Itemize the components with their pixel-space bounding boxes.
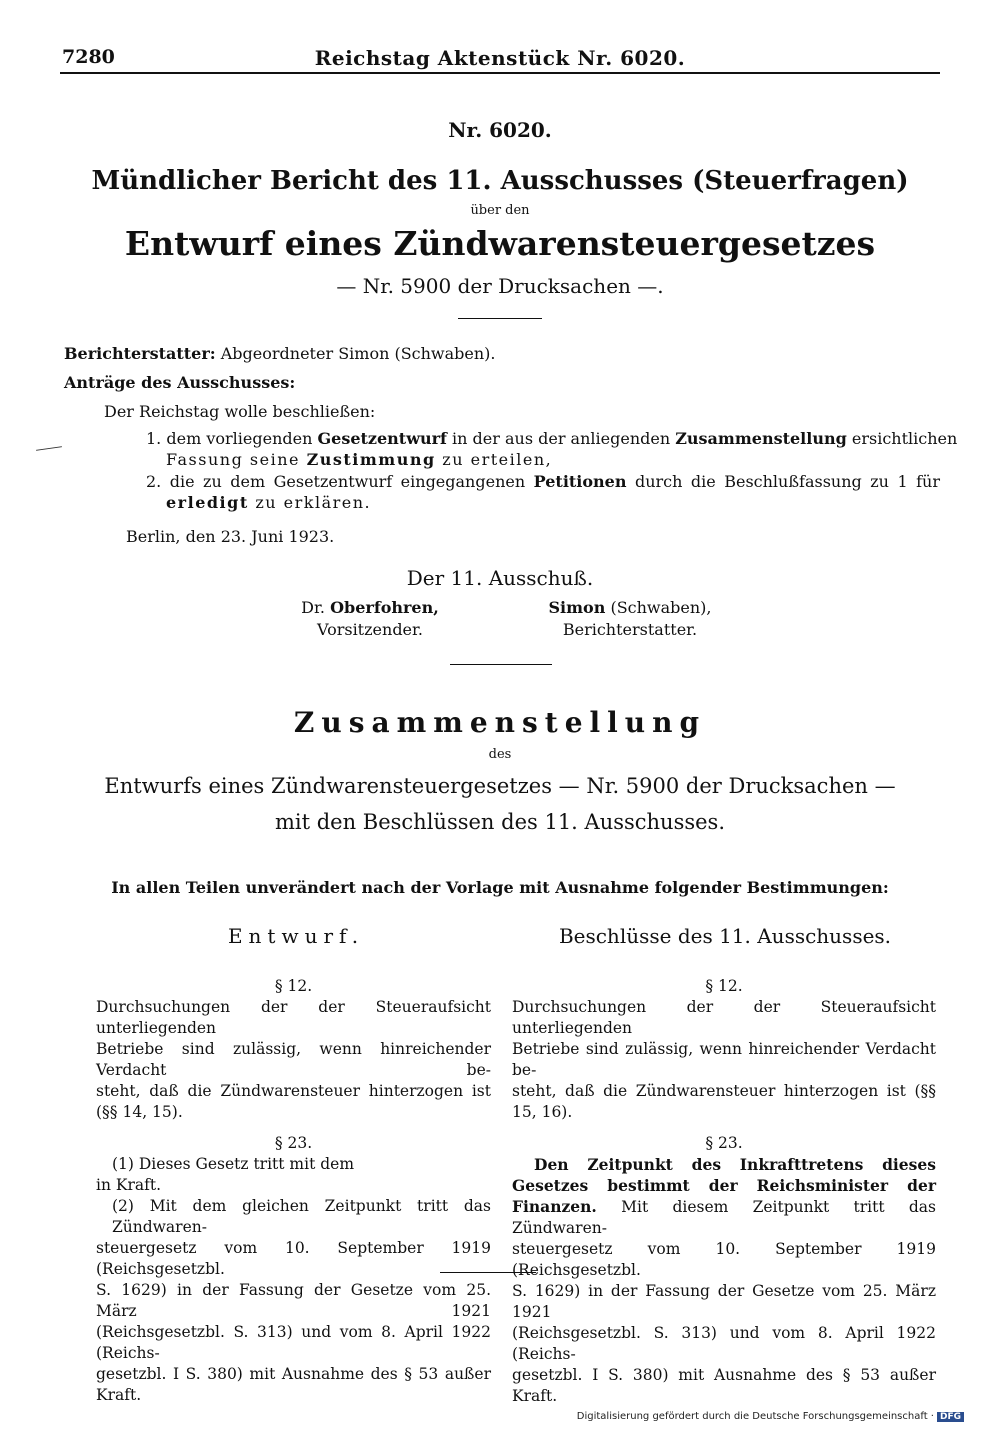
motions-intro: Der Reichstag wolle beschließen: bbox=[104, 402, 376, 421]
header-rule bbox=[60, 72, 940, 74]
text-line: Betriebe sind zulässig, wenn hinreichender Verdacht be- bbox=[512, 1040, 936, 1079]
signatory-role: Berichterstatter. bbox=[562, 620, 698, 639]
text-line: Durchsuchungen der der Steueraufsicht unterliegenden bbox=[512, 998, 936, 1037]
text: Fassung seine bbox=[166, 450, 300, 469]
compilation-title: Zusammenstellung bbox=[293, 706, 707, 739]
committee-name: Der 11. Ausschuß. bbox=[406, 566, 594, 590]
motion-item-1-line-1 bbox=[146, 429, 958, 448]
bill-title: Entwurf eines Zündwarensteuergesetzes bbox=[124, 224, 876, 263]
title-connector: über den bbox=[470, 203, 530, 218]
left-column-heading: Entwurf. bbox=[227, 924, 365, 948]
text-line: steuergesetz vom 10. September 1919 (Reichsgesetzbl. bbox=[96, 1239, 491, 1278]
compilation-subtitle-2: mit den Beschlüssen des 11. Ausschusses. bbox=[274, 810, 726, 834]
paragraph-number: § 12. bbox=[274, 977, 313, 995]
margin-mark bbox=[36, 446, 62, 451]
signatory-region: (Schwaben), bbox=[610, 598, 712, 617]
item-number: 1. bbox=[146, 429, 162, 448]
bill-reference: — Nr. 5900 der Drucksachen —. bbox=[336, 274, 664, 298]
text-line: gesetzbl. I S. 380) mit Ausnahme des § 53 außer Kraft. bbox=[96, 1365, 491, 1404]
paragraph-number: § 12. bbox=[705, 977, 743, 995]
reporter-line bbox=[64, 344, 496, 363]
text-bold: Zustimmung bbox=[306, 450, 436, 469]
text-line: S. 1629) in der Fassung der Gesetze vom 25. März 1921 bbox=[512, 1282, 936, 1321]
text-line: (Reichsgesetzbl. S. 313) und vom 8. April 1922 (Reichs- bbox=[96, 1323, 491, 1362]
text-bold: erledigt bbox=[166, 493, 249, 512]
text-bold: Finanzen. bbox=[512, 1197, 597, 1216]
paragraph-number: § 23. bbox=[705, 1134, 743, 1152]
text-line: (2) Mit dem gleichen Zeitpunkt tritt das Zündwaren- bbox=[112, 1197, 491, 1236]
document-number: Nr. 6020. bbox=[448, 118, 552, 142]
text: dem vorliegenden bbox=[166, 429, 313, 448]
motions-label: Anträge des Ausschusses: bbox=[64, 373, 296, 392]
text-line: steuergesetz vom 10. September 1919 (Reichsgesetzbl. bbox=[512, 1240, 936, 1279]
signature-reporter bbox=[530, 598, 730, 639]
compilation-lead: In allen Teilen unverändert nach der Vorlage mit Ausnahme folgender Bestimmungen: bbox=[111, 878, 889, 897]
paragraph-number: § 23. bbox=[274, 1134, 313, 1152]
section-divider bbox=[450, 664, 552, 665]
text-line-bold: Den Zeitpunkt des Inkrafttretens dieses bbox=[534, 1155, 936, 1174]
motion-item-2-line-2 bbox=[166, 493, 371, 512]
text-line: S. 1629) in der Fassung der Gesetze vom 25. März 1921 bbox=[96, 1281, 491, 1320]
running-title: Reichstag Aktenstück Nr. 6020. bbox=[314, 46, 686, 70]
signature-chair bbox=[280, 598, 460, 639]
text-line: steht, daß die Zündwarensteuer hinterzogen ist (§§ 14, 15). bbox=[96, 1082, 491, 1121]
text-line: gesetzbl. I S. 380) mit Ausnahme des § 53 außer Kraft. bbox=[512, 1366, 936, 1405]
text: durch die Beschlußfassung zu 1 für bbox=[634, 472, 940, 491]
section-divider bbox=[440, 1272, 536, 1273]
report-date: Berlin, den 23. Juni 1923. bbox=[126, 527, 335, 546]
compilation-connector: des bbox=[488, 747, 512, 762]
signatory-name: Simon bbox=[548, 598, 606, 617]
dfg-logo: DFG bbox=[937, 1412, 964, 1422]
text-line: steht, daß die Zündwarensteuer hinterzogen ist (§§ 15, 16). bbox=[512, 1082, 936, 1121]
reporter-value: Abgeordneter Simon (Schwaben). bbox=[220, 344, 496, 363]
report-title: Mündlicher Bericht des 11. Ausschusses (Steuerfragen) bbox=[91, 166, 909, 196]
text-bold: Gesetzentwurf bbox=[317, 429, 447, 448]
text: zu erteilen, bbox=[442, 450, 553, 469]
section-divider bbox=[458, 318, 542, 319]
motion-item-2-line-1 bbox=[146, 472, 940, 491]
text-line: Durchsuchungen der der Steueraufsicht unterliegenden bbox=[96, 998, 491, 1037]
text-line: (1) Dieses Gesetz tritt mit dem bbox=[112, 1155, 355, 1173]
signatory-name: Oberfohren, bbox=[330, 598, 439, 617]
footer-text: Digitalisierung gefördert durch die Deutsche Forschungsgemeinschaft · bbox=[576, 1411, 934, 1422]
left-column bbox=[96, 976, 491, 1406]
text-line: Betriebe sind zulässig, wenn hinreichender Verdacht be- bbox=[96, 1040, 491, 1079]
text: in der aus der anliegenden bbox=[452, 429, 671, 448]
text-line: (Reichsgesetzbl. S. 313) und vom 8. April 1922 (Reichs- bbox=[512, 1324, 936, 1363]
page-number: 7280 bbox=[62, 46, 115, 68]
title-prefix: Dr. bbox=[301, 598, 325, 617]
item-number: 2. bbox=[146, 472, 162, 491]
signatory-role: Vorsitzender. bbox=[316, 620, 423, 639]
text: die zu dem Gesetzentwurf eingegangenen bbox=[169, 472, 526, 491]
reporter-label: Berichterstatter: bbox=[64, 344, 216, 363]
text-line bbox=[512, 1196, 936, 1239]
digitization-footer bbox=[577, 1411, 964, 1422]
right-column bbox=[512, 976, 936, 1407]
text: Mit diesem Zeitpunkt tritt das Zündwaren- bbox=[512, 1198, 936, 1237]
motion-item-1-line-2 bbox=[166, 450, 552, 469]
text: ersichtlichen bbox=[851, 429, 958, 448]
text-bold: Petitionen bbox=[533, 472, 627, 491]
right-column-heading: Beschlüsse des 11. Ausschusses. bbox=[558, 924, 892, 948]
text-line: in Kraft. bbox=[96, 1176, 161, 1194]
text-line-bold: Gesetzes bestimmt der Reichsminister der bbox=[512, 1176, 936, 1195]
text-bold: Zusammenstellung bbox=[675, 429, 847, 448]
text: zu erklären. bbox=[255, 493, 372, 512]
compilation-subtitle-1: Entwurfs eines Zündwarensteuergesetzes — Nr. 5900 der Drucksachen — bbox=[104, 774, 896, 798]
